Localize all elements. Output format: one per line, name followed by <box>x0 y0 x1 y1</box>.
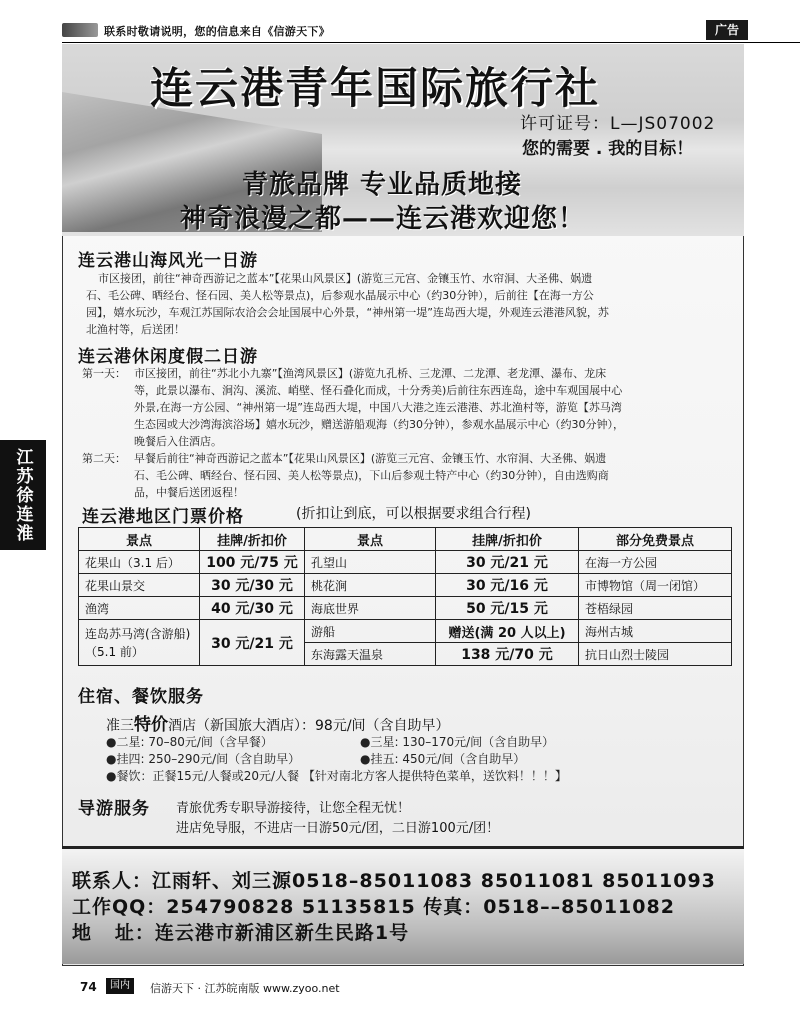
table-cell: 苍梧绿园 <box>579 597 732 620</box>
table-cell: 30 元/21 元 <box>200 620 305 666</box>
tour2-day2-description <box>134 450 738 501</box>
region-side-tab: 江苏徐连淮 <box>0 440 46 550</box>
table-header: 景点 <box>305 528 436 551</box>
tickets-note: (折扣让到底，可以根据要求组合行程) <box>296 506 531 522</box>
top-notice: 联系时敬请说明，您的信息来自《信游天下》 <box>104 25 330 38</box>
tour2-day1-description <box>134 365 738 450</box>
table-cell: 海州古城 <box>579 620 732 643</box>
table-row <box>79 597 732 620</box>
guide-line-1: 青旅优秀专职导游接待，让您全程无忧！ <box>176 801 411 816</box>
table-header: 景点 <box>79 528 200 551</box>
tour1-line: 北渔村等，后送团！ <box>86 323 185 336</box>
table-cell: 花果山景交 <box>79 574 200 597</box>
special-hotel-prefix: 准三 <box>106 718 134 734</box>
table-header: 挂牌/折扣价 <box>436 528 579 551</box>
table-cell: 100 元/75 元 <box>200 551 305 574</box>
table-cell: 花果山（3.1 后） <box>79 551 200 574</box>
footer-text: 信游天下 · 江苏皖南版 www.zyoo.net <box>150 982 340 995</box>
table-cell: 连岛苏马湾(含游船)（5.1 前） <box>79 620 200 666</box>
contact-address: 地 址：连云港市新浦区新生民路1号 <box>72 922 410 944</box>
guide-line-2: 进店免导服，不进店一日游50元/团，二日游100元/团！ <box>176 821 500 836</box>
tour2-day1-line: 晚餐后入住酒店。 <box>134 435 222 448</box>
tour1-title: 连云港山海风光一日游 <box>78 251 258 271</box>
page-number: 74 <box>80 980 97 994</box>
contact-qq-fax: 工作QQ：254790828 51135815 传真：0518––85011082 <box>72 896 675 918</box>
table-header-row <box>79 528 732 551</box>
agency-name: 连云港青年国际旅行社 <box>150 64 600 114</box>
table-row <box>79 551 732 574</box>
tour2-day1-label: 第一天： <box>82 367 126 380</box>
table-header: 挂牌/折扣价 <box>200 528 305 551</box>
hotel-five-star: ●挂五: 450元/间（含自助早） <box>360 752 526 766</box>
table-cell: 桃花涧 <box>305 574 436 597</box>
tour1-line: 园】，嬉水玩沙，车观江苏国际农洽会会址国展中心外景，“神州第一堤”连岛西大堤，外观连云港港风貌，苏 <box>86 306 609 319</box>
special-hotel-line <box>106 710 450 735</box>
table-cell: 海底世界 <box>305 597 436 620</box>
guide-title: 导游服务 <box>78 799 150 819</box>
table-cell: 渔湾 <box>79 597 200 620</box>
table-cell: 东海露天温泉 <box>305 643 436 666</box>
table-cell: 40 元/30 元 <box>200 597 305 620</box>
table-row <box>79 620 732 643</box>
tickets-title: 连云港地区门票价格 <box>82 507 244 527</box>
slogan-welcome: 神奇浪漫之都——连云港欢迎您！ <box>180 204 586 234</box>
ticket-price-table <box>78 527 732 666</box>
meal-info: ●餐饮：正餐15元/人餐或20元/人餐 【针对南北方客人提供特色菜单，送饮料！！！】 <box>106 769 567 783</box>
tour2-day1-line: 外景,在海一方公园、“神州第一堤”连岛西大堤，中国八大港之连云港港、苏北渔村等，游览【苏马湾 <box>134 401 622 414</box>
tour2-day2-line: 早餐后前往“神奇西游记之蓝本”【花果山风景区】(游览三元宫、金镶玉竹、水帘洞、大圣佛、娲遗 <box>134 452 607 465</box>
tour2-day2-line: 石、毛公碑、晒经台、怪石园、美人松等景点)，下山后参观土特产中心（约30分钟），自由选购商 <box>134 469 609 482</box>
table-cell: 在海一方公园 <box>579 551 732 574</box>
tour2-day1-line: 市区接团，前往“苏北小九寨”【渔湾风景区】(游览九孔桥、三龙潭、二龙潭、老龙潭、瀑布、龙床 <box>134 367 607 380</box>
table-cell: 138 元/70 元 <box>436 643 579 666</box>
special-hotel-detail: 酒店（新国旅大酒店）：98元/间（含自助早） <box>168 718 450 734</box>
tour2-title: 连云港休闲度假二日游 <box>78 347 258 367</box>
magazine-logo <box>62 23 98 37</box>
tour2-day2-label: 第二天： <box>82 452 126 465</box>
table-row <box>79 574 732 597</box>
table-cell: 抗日山烈士陵园 <box>579 643 732 666</box>
table-cell: 30 元/21 元 <box>436 551 579 574</box>
tour2-day1-line: 等，此景以瀑布、涧沟、溪流、峭壁、怪石叠化而成，十分秀美)后前往东西连岛，途中车观国展中心 <box>134 384 623 397</box>
special-price-word: 特价 <box>134 715 168 735</box>
tour1-line: 石、毛公碑、晒经台、怪石园、美人松等景点)，后参观水晶展示中心（约30分钟），后前往【在海一方公 <box>86 289 594 302</box>
tour2-day2-line: 品，中餐后送团返程！ <box>134 486 244 499</box>
license-number: 许可证号：L—JS07002 <box>520 114 716 134</box>
hotel-four-star: ●挂四: 250–290元/间（含自助早） <box>106 752 301 766</box>
table-cell: 30 元/16 元 <box>436 574 579 597</box>
tour1-line: 市区接团，前往“神奇西游记之蓝本”【花果山风景区】(游览三元宫、金镶玉竹、水帘洞、大圣佛、娲遗 <box>98 272 593 285</box>
table-cell: 赠送(满 20 人以上) <box>436 620 579 643</box>
hotel-two-star: ●二星: 70–80元/间（含早餐） <box>106 735 273 749</box>
table-cell: 孔望山 <box>305 551 436 574</box>
contact-people: 联系人：江雨轩、刘三源0518–85011083 85011081 85011093 <box>72 870 716 892</box>
lodging-title: 住宿、餐饮服务 <box>78 687 204 707</box>
table-cell: 市博物馆（周一闭馆） <box>579 574 732 597</box>
table-cell: 50 元/15 元 <box>436 597 579 620</box>
region-tag: 国内 <box>106 978 134 994</box>
ad-tag: 广告 <box>706 20 748 40</box>
contact-divider <box>62 846 744 849</box>
tour1-description <box>86 270 736 338</box>
table-cell: 30 元/30 元 <box>200 574 305 597</box>
hotel-three-star: ●三星: 130–170元/间（含自助早） <box>360 735 555 749</box>
table-cell: 游船 <box>305 620 436 643</box>
motto: 您的需要 . 我的目标！ <box>522 139 694 159</box>
slogan-brand: 青旅品牌 专业品质地接 <box>242 170 523 200</box>
tour2-day1-line: 生态园或大沙湾海滨浴场】嬉水玩沙，赠送游船观海（约30分钟），参观水晶展示中心（约30分钟）， <box>134 418 624 431</box>
table-header: 部分免费景点 <box>579 528 732 551</box>
